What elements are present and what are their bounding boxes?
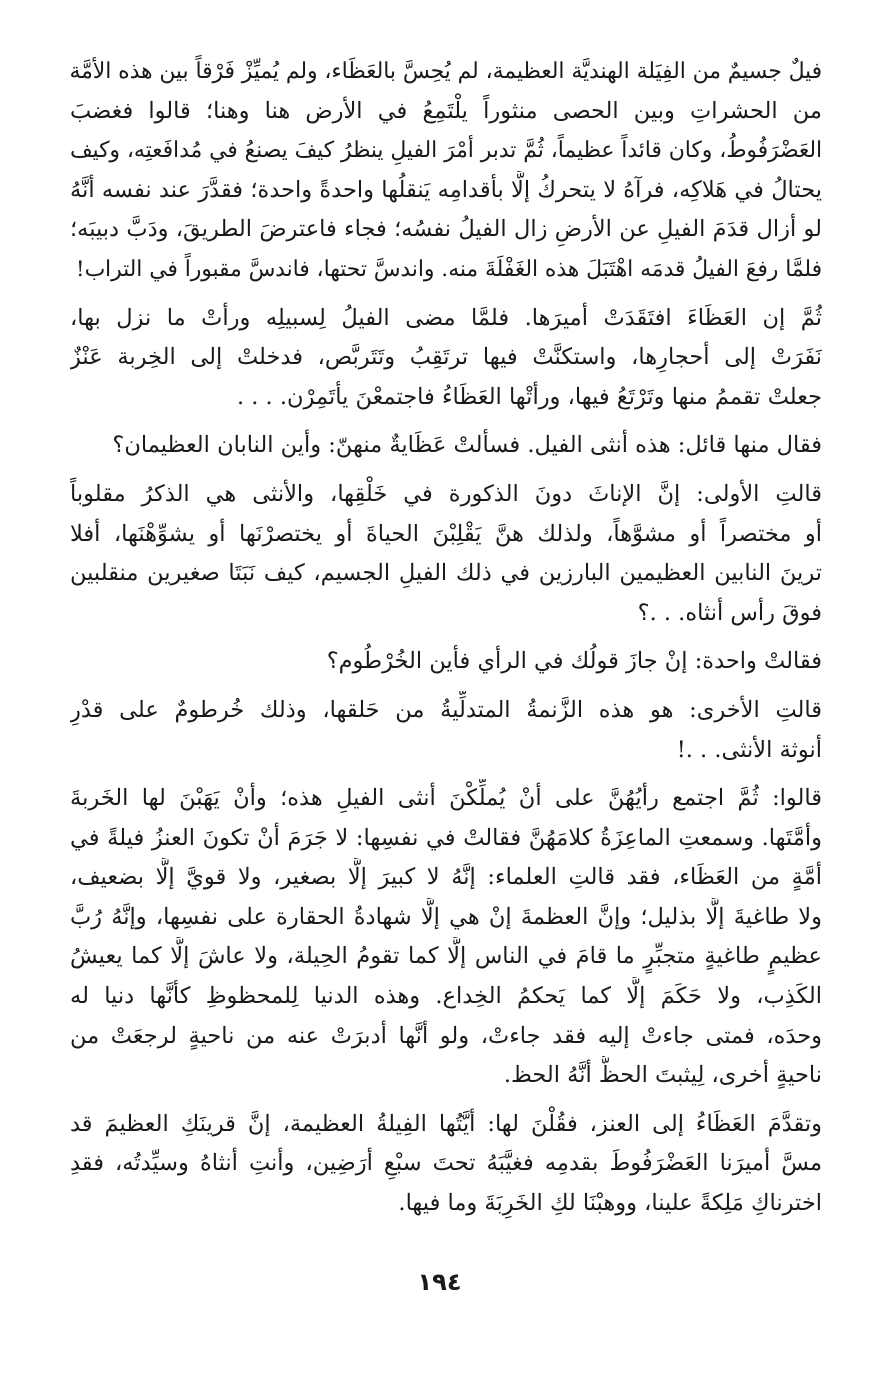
paragraph-5 xyxy=(70,642,822,682)
text-line: ترينَ النابين العظيمين البارزين في ذلك الفيلِ الجسيم، كيف نَبَتَا صغيرين منقلبين xyxy=(70,560,822,587)
text-line: أو مختصراً أو مشوَّهاً، ولذلك هنَّ يَقْلِبْنَ الحياةَ أو يختصرْنَها أو يشوِّهْنَها، أفلا xyxy=(70,520,822,547)
text-line: فوقَ رأس أنثاه. . .؟ xyxy=(637,599,822,626)
text-line: قالتِ الأولى: إنَّ الإناثَ دونَ الذكورة في خَلْقِها، والأنثى هي الذكرُ مقلوباً xyxy=(70,480,822,507)
text-line: أمَّةٍ من العَظَاء، فقد قالتِ العلماء: إنَّهُ لا كبيرَ إلَّا بصغير، ولا قويَّ إلَّا بضعيف، xyxy=(70,864,822,891)
text-line: ولا طاغيةَ إلَّا بذليل؛ وإنَّ العظمةَ إنْ هي إلَّا شهادةُ الحقارة على نفسِها، وإنَّهُ رُبَّ xyxy=(70,903,822,930)
paragraph-2 xyxy=(70,299,822,418)
page-body xyxy=(70,52,822,1233)
text-line: عظيمٍ طاغيةٍ متجبِّرٍ ما قامَ في الناس إلَّا كما تقومُ الحِيلة، ولا عاشَ إلَّا كما يعيشُ xyxy=(70,943,822,970)
text-line: فيلٌ جسيمٌ من الفِيَلة الهنديَّة العظيمة، لم يُحِسَّ بالعَظَاء، ولم يُميِّزْ فَرْقاً بين هذه الأمَّة xyxy=(70,59,822,84)
page-number: ١٩٤ xyxy=(417,1268,462,1296)
paragraph-7 xyxy=(70,779,822,1096)
text-line: فلمَّا رفعَ الفيلُ قدمَه اهْتَبَلَ هذه الغَفْلَةَ منه. واندسَّ تحتها، فاندسَّ مقبوراً في التراب! xyxy=(75,256,822,282)
text-line: يحتالُ في هَلاكِه، فرآهُ لا يتحركُ إلَّا بأقدامِه يَنقلُها واحدةً واحدة؛ فقدَّرَ عند نفسه أنَّهُ xyxy=(70,176,822,203)
paragraph-1 xyxy=(70,52,822,290)
text-line: أنوثة الأنثى. . .! xyxy=(676,736,822,763)
text-line: قالتِ الأخرى: هو هذه الزَّنمةُ المتدلِّيةُ من حَلقها، وذلك خُرطومٌ على قدْرِ xyxy=(70,696,822,723)
text-line: قالوا: ثُمَّ اجتمع رأيُهُنَّ على أنْ يُملِّكْنَ أنثى الفيلِ هذه؛ وأنْ يَهَبْنَ لها الخَربةَ xyxy=(70,785,822,812)
text-line: اخترناكِ مَلِكةً علينا، ووهبْنَا لكِ الخَرِبَةَ وما فيها. xyxy=(398,1190,822,1217)
text-line: من الحشراتِ وبين الحصى منثوراً يلْتَمِعُ في الأرض هنا وهنا؛ قالوا فغضبَ xyxy=(70,97,822,124)
text-line: جعلتْ تقممُ منها وتَرْتَعُ فيها، ورأتْها العَظَاءُ فاجتمعْنَ يأتَمِرْن. . . . xyxy=(236,383,822,410)
paragraph-6 xyxy=(70,691,822,770)
text-line: ناحيةٍ أخرى، لِيثبتَ الحظُّ أنَّهُ الحظ. xyxy=(503,1062,822,1089)
paragraph-4 xyxy=(70,475,822,633)
text-line: الكَذِب، ولا حَكَمَ إلَّا كما يَحكمُ الخِداع. وهذه الدنيا لِلمحظوظِ كأنَّها دنيا له xyxy=(70,983,822,1010)
text-line: وحدَه، فمتى جاءتْ إليه فقد جاءتْ، ولو أنَّها أدبرَتْ عنه من ناحيةٍ لرجعَتْ من xyxy=(70,1022,822,1049)
text-line: العَضْرَفُوطُ، وكان قائداً عظيماً، ثُمَّ تدبر أمْرَ الفيلِ ينظرُ كيفَ يصنعُ في مُدافَعتِه، وكيف xyxy=(70,138,822,164)
text-line: نَفَرَتْ إلى أحجارِها، واستكنَّتْ فيها ترتَقِبُ وتَتَربَّص، فدخلتْ إلى الخِربة عَنْزٌ xyxy=(70,344,822,371)
text-line: ثُمَّ إن العَظَاءَ افتَقَدَتْ أميرَها. فلمَّا مضى الفيلُ لِسبيلِه ورأتْ ما نزل بها، xyxy=(70,304,822,331)
text-line: وتقدَّمَ العَظَاءُ إلى العنز، فقُلْنَ لها: أيَّتُها الفِيلةُ العظيمة، إنَّ قرينَكِ العظيمَ قد xyxy=(70,1110,822,1137)
text-line: لو أزال قدَمَ الفيلِ عن الأرضِ زال الفيلُ نفسُه؛ فجاء فاعترضَ الطريقَ، ودَبَّ دبيبَه؛ xyxy=(70,216,822,243)
text-line: وأمَّتَها. وسمعتِ الماعِزَةُ كلامَهُنَّ فقالتْ في نفسِها: لا جَرَمَ أنْ تكونَ العنزُ فيلةً في xyxy=(70,824,822,851)
text-line: فقالتْ واحدة: إنْ جازَ قولُك في الرأي فأين الخُرْطُوم؟ xyxy=(326,648,822,675)
paragraph-8 xyxy=(70,1105,822,1224)
paragraph-3 xyxy=(70,426,822,466)
text-line: مسَّ أميرَنا العَضْرَفُوطَ بقدمِه فغيَّبَهُ تحتَ سبْعِ أرَضِين، وأنتِ أنثاهُ وسيِّدتُه، فقدِ xyxy=(70,1150,822,1177)
text-line: فقال منها قائل: هذه أنثى الفيل. فسألتْ عَظَايةٌ منهنّ: وأين النابان العظيمان؟ xyxy=(112,432,822,459)
